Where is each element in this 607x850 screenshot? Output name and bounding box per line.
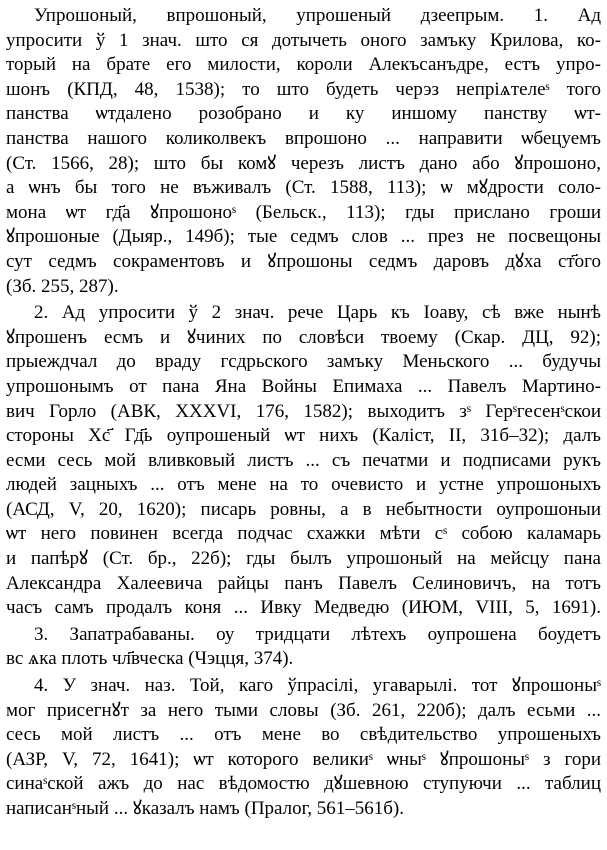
text-line: сесь мой листъ ... отъ мене во свѣдительство упрошеныхъ [6,724,601,746]
text-line: прыеждчал до враду гсдрьского замъку Меньского ... будучы [6,351,601,373]
text-line: вс ѧка плоть чл҃вческа (Чэцця, 374). [6,648,294,670]
text-line: мона ѡт гд҃а ꙋпрошоноˢ (Бельск., 113); гды прислано гроши [6,201,601,223]
text-line: людей зацныхъ ... отъ мене на то очевисто и устне упрошоныхъ [6,474,601,496]
text-line: мог присегнꙋт за него тыми словы (Зб. 261, 220б); далъ есьми ... [6,699,601,721]
text-line: Упрошоный, впрошоный, упрошеный дзеепрым. 1. Ад [34,5,601,26]
text-line: 3. Запатрабаваны. оу тридцати лѣтехъ оупрошена боудетъ [34,623,601,645]
text-line: шонъ (КПД, 48, 1538); то што будеть черэз непрiѧтелеˢ того [6,78,601,100]
text-line: ѡт него повинен всегда подчас схажки мѣти сˢ собою каламарь [6,523,601,545]
text-line: 2. Ад упросити ў 2 знач. рече Царь къ Iоаву, сѣ вже нынѣ [34,302,601,324]
text-line: есми сесь мой вливковый листъ ... съ печатми и подписами рукъ [6,449,601,471]
text-line: (АСД, V, 20, 1620); писарь ровны, а в небытности оупрошоныи [6,498,601,520]
text-line: ꙋпрошоные (Дыяр., 149б); тые седмъ слов ... през не посвещоны [6,226,601,248]
text-line: (АЗР, V, 72, 1641); ѡт которого великиˢ ѡныˢ ꙋпрошоныˢ з гори [6,748,601,770]
text-line: сут седмъ сокраментовъ и ꙋпрошоны седмъ даровъ дꙋха ст҃ого [6,250,601,272]
text-line: а ѡнъ бы того не въживалъ (Ст. 1588, 113); ѡ мꙋдрости соло- [6,177,601,199]
text-line: синаˢской ажъ до нас вѣдомостю дꙋшевною ступуючи ... таблиц [6,773,601,795]
text-line: панства нашого коликолвекъ впрошоно ... направити ѡбецуемъ [6,127,601,149]
text-line: часъ самъ продалъ коня ... Ивку Медведю (ИЮМ, VIII, 5, 1691). [6,597,601,619]
text-line: (Зб. 255, 287). [6,275,119,297]
text-line: (Ст. 1566, 28); што бы комꙋ черезъ листъ дано або ꙋпрошоно, [6,152,601,174]
text-line: торый на брате его милости, короли Алекъсанъдре, естъ упро- [6,54,601,76]
text-line: панства ѡтдалено розобрано и ку иншому панству ѡт- [6,103,601,125]
text-line: Александра Халеевича райцы панъ Павелъ Селиновичъ, на тотъ [6,572,601,594]
text-line: упросити ў 1 знач. што ся дотычеть оного замъку Крилова, ко- [6,29,601,51]
text-line: упрошонымъ от пана Яна Войны Епимаха ... Павелъ Мартино- [6,375,601,397]
text-line: стороны Хс҃ Гд҃ь оупрошеный ѡт нихъ (Калiст, II, 31б–32); далъ [6,425,601,447]
text-line: и папѣрꙋ (Ст. бр., 22б); гды былъ упрошоный на мейсцу пана [6,548,601,570]
text-line: ꙋпрошенъ есмъ и ꙋчиних по словѣси твоему (Скар. ДЦ, 92); [6,326,601,348]
text-line: вич Горло (АВК, XXXVI, 176, 1582); выходитъ зˢ Герˢгесенˢскои [6,400,601,422]
text-line: написанˢный ... ꙋказалъ намъ (Пралог, 561–561б). [6,798,405,819]
text-line: 4. У знач. наз. Той, каго ўпрасілі, угаварылі. тот ꙋпрошоныˢ [34,675,601,697]
